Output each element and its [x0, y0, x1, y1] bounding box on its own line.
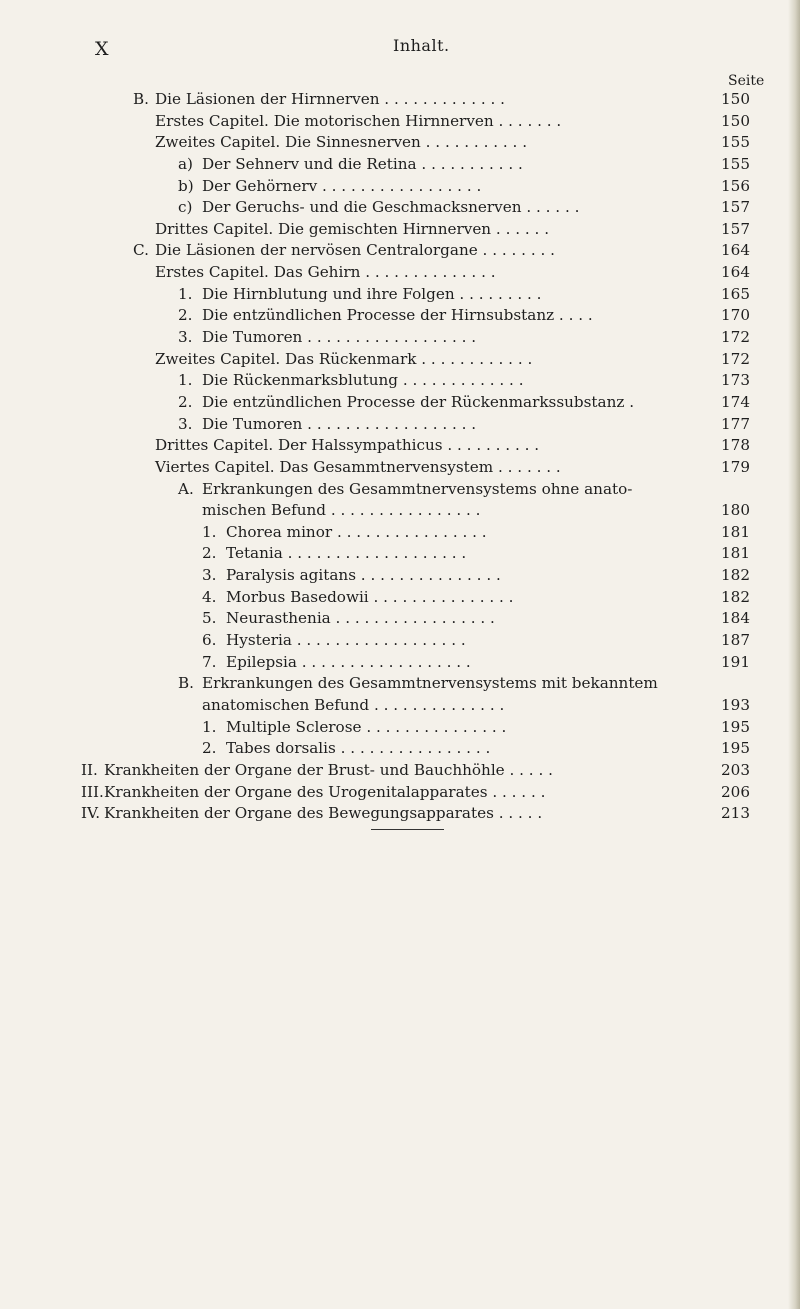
- toc-entry: [0, 262, 800, 284]
- toc-entry: [0, 284, 800, 306]
- toc-entry-number: II.: [81, 760, 98, 779]
- toc-entry-page: 181: [721, 522, 750, 541]
- toc-entry-number: 1.: [202, 522, 217, 541]
- toc-leader-dots: . . . . . .: [487, 782, 546, 801]
- toc-entry: [0, 349, 800, 371]
- toc-leader-dots: . . . . . . . . . . . . . . . . . .: [296, 652, 471, 671]
- toc-entry: [0, 219, 800, 241]
- toc-entry: [0, 457, 800, 479]
- page-number: X: [95, 38, 109, 60]
- toc-entry-title: Erkrankungen des Gesammtnervensystems mit bekanntem: [202, 674, 658, 693]
- toc-entry-title: Zweites Capitel. Die Sinnesnerven: [155, 133, 421, 152]
- toc-entry-number: 3.: [202, 566, 217, 585]
- toc-leader-dots: . . . . . . . . .: [454, 284, 542, 303]
- toc-entry-title: Epilepsia: [226, 652, 297, 671]
- toc-entry-page: 155: [721, 154, 750, 173]
- toc-leader-dots: . . . . . . . . . . . . . . . . . . .: [282, 544, 467, 563]
- toc-entry-title: Die Rückenmarksblutung: [202, 371, 399, 390]
- toc-entry-page: 191: [721, 652, 750, 671]
- toc-leader-dots: . . . . .: [493, 804, 543, 823]
- toc-entry-page: 193: [721, 695, 750, 714]
- toc-entry-title: Der Gehörnerv: [202, 176, 318, 195]
- toc-entry: [0, 305, 800, 327]
- toc-entry: [0, 435, 800, 457]
- toc-entry-title: Die Läsionen der nervösen Centralorgane: [155, 241, 478, 260]
- toc-entry-page: 172: [721, 328, 750, 347]
- toc-leader-dots: . . . . . . . . . . . . . . .: [368, 587, 514, 606]
- toc-entry: [0, 414, 800, 436]
- toc-entry-title: Drittes Capitel. Die gemischten Hirnnerven: [155, 219, 492, 238]
- toc-entry-page: 195: [721, 717, 750, 736]
- toc-entry: [0, 500, 800, 522]
- toc-entry-title: Neurasthenia: [226, 609, 331, 628]
- toc-entry-title: Krankheiten der Organe des Urogenitalapparates: [104, 782, 488, 801]
- toc-entry-page: 181: [721, 544, 750, 563]
- toc-entry: [0, 89, 800, 111]
- toc-entry-number: 2.: [178, 392, 193, 411]
- toc-entry-page: 174: [721, 392, 750, 411]
- toc-entry-title: Krankheiten der Organe der Brust- und Bauchhöhle: [104, 760, 505, 779]
- toc-entry: [0, 154, 800, 176]
- toc-entry-page: 150: [721, 90, 750, 108]
- toc-entry-number: B.: [178, 674, 194, 693]
- toc-entry: [0, 197, 800, 219]
- toc-entry-page: 173: [721, 371, 750, 390]
- toc-entry: [0, 565, 800, 587]
- toc-entry-title: Multiple Sclerose: [226, 717, 362, 736]
- toc-entry-page: 213: [721, 804, 750, 823]
- toc-entry-page: 177: [721, 414, 750, 433]
- toc-leader-dots: . . . . . . . . . . . . . .: [360, 263, 496, 282]
- toc-leader-dots: . . . . . . . . . . . . . .: [369, 695, 505, 714]
- toc-entry: [0, 132, 800, 154]
- toc-entry: [0, 543, 800, 565]
- toc-entry: [0, 111, 800, 133]
- toc-entry-title: Morbus Basedowii: [226, 587, 369, 606]
- toc-entry-page: 170: [721, 306, 750, 325]
- toc-leader-dots: . . . . . . . . . . .: [416, 154, 523, 173]
- toc-entry-title: Erstes Capitel. Das Gehirn: [155, 263, 361, 282]
- toc-entry: [0, 327, 800, 349]
- toc-leader-dots: . . . . . . .: [493, 111, 562, 130]
- toc-entry-page: 179: [721, 457, 750, 476]
- toc-entry-page: 206: [721, 782, 750, 801]
- toc-entry: [0, 695, 800, 717]
- toc-entry: [0, 587, 800, 609]
- toc-entry-number: A.: [178, 479, 194, 498]
- toc-entry-page: 172: [721, 349, 750, 368]
- toc-entry: [0, 717, 800, 739]
- table-of-contents: [0, 89, 800, 825]
- toc-entry-page: 182: [721, 566, 750, 585]
- toc-entry-number: 6.: [202, 631, 217, 650]
- toc-leader-dots: . . . . . . . . . . . . . . . . . .: [291, 631, 466, 650]
- toc-entry-page: 156: [721, 176, 750, 195]
- toc-entry-number: a): [178, 154, 193, 173]
- toc-entry-number: 3.: [178, 414, 193, 433]
- toc-entry-title: Die entzündlichen Processe der Rückenmarkssubstanz: [202, 392, 625, 411]
- toc-entry-title: Viertes Capitel. Das Gesammtnervensystem: [155, 457, 494, 476]
- toc-entry-title: Zweites Capitel. Das Rückenmark: [155, 349, 417, 368]
- toc-leader-dots: . . . . . . . . . . . . . . . .: [332, 522, 487, 541]
- toc-entry-title: Paralysis agitans: [226, 566, 356, 585]
- toc-entry-title: Tetania: [226, 544, 283, 563]
- toc-leader-dots: . . . . .: [504, 760, 553, 779]
- toc-leader-dots: . . . . . . . . . . . . .: [379, 90, 506, 108]
- toc-entry-number: C.: [133, 241, 149, 260]
- toc-entry-title: Drittes Capitel. Der Halssympathicus: [155, 436, 443, 455]
- toc-leader-dots: . . . . . . . .: [477, 241, 555, 260]
- toc-entry-number: 1.: [178, 371, 193, 390]
- toc-leader-dots: . . . . . . . . . . . . .: [398, 371, 524, 390]
- toc-entry-title: Die Läsionen der Hirnnerven: [155, 90, 380, 108]
- toc-entry-title: Krankheiten der Organe des Bewegungsapparates: [104, 804, 494, 823]
- toc-entry: [0, 608, 800, 630]
- running-title: Inhalt.: [393, 36, 450, 55]
- toc-leader-dots: . . . . . . . . . .: [442, 436, 540, 455]
- page-column-label: Seite: [728, 73, 765, 89]
- toc-entry-title: Die Tumoren: [202, 328, 303, 347]
- toc-entry-title: Die entzündlichen Processe der Hirnsubstanz: [202, 306, 555, 325]
- toc-entry-page: 195: [721, 739, 750, 758]
- toc-entry-number: b): [178, 176, 194, 195]
- toc-entry-title: Der Sehnerv und die Retina: [202, 154, 417, 173]
- toc-leader-dots: . . . . . . .: [493, 457, 561, 476]
- toc-entry-page: 184: [721, 609, 750, 628]
- toc-entry-page: 164: [721, 263, 750, 282]
- toc-entry-title: Die Tumoren: [202, 414, 303, 433]
- toc-entry: [0, 738, 800, 760]
- toc-entry: [0, 392, 800, 414]
- toc-entry-title: Erstes Capitel. Die motorischen Hirnnerven: [155, 111, 494, 130]
- toc-leader-dots: . . . .: [554, 306, 593, 325]
- toc-entry-title: Erkrankungen des Gesammtnervensystems ohne anato-: [202, 479, 633, 498]
- toc-entry-number: 7.: [202, 652, 217, 671]
- toc-leader-dots: . . . . . . . . . . . . . . . . .: [317, 176, 482, 195]
- toc-leader-dots: . . . . . . . . . . .: [420, 133, 528, 152]
- toc-entry-title: Hysteria: [226, 631, 292, 650]
- toc-entry: [0, 673, 800, 695]
- toc-entry-page: 203: [721, 760, 750, 779]
- toc-entry-number: 1.: [202, 717, 217, 736]
- toc-entry-number: 4.: [202, 587, 217, 606]
- toc-entry-number: 2.: [202, 544, 217, 563]
- toc-entry: [0, 782, 800, 804]
- toc-entry-page: 155: [721, 133, 750, 152]
- toc-entry-title: Tabes dorsalis: [226, 739, 336, 758]
- toc-entry: [0, 803, 800, 825]
- toc-entry-number: 2.: [202, 739, 217, 758]
- toc-leader-dots: . . . . . . . . . . . . . . . . . .: [302, 414, 477, 433]
- toc-entry-number: c): [178, 198, 193, 217]
- end-rule: [371, 829, 444, 830]
- toc-entry-page: 182: [721, 587, 750, 606]
- toc-entry: [0, 479, 800, 501]
- toc-leader-dots: . . . . . . . . . . . .: [416, 349, 533, 368]
- toc-entry: [0, 370, 800, 392]
- toc-entry-title: Chorea minor: [226, 522, 333, 541]
- toc-leader-dots: . . . . . . . . . . . . . . .: [355, 566, 501, 585]
- toc-leader-dots: . . . . . . . . . . . . . . .: [361, 717, 507, 736]
- toc-leader-dots: . . . . . .: [491, 219, 550, 238]
- toc-entry-number: 3.: [178, 328, 193, 347]
- toc-entry-number: 2.: [178, 306, 193, 325]
- toc-entry-title: mischen Befund: [202, 501, 326, 520]
- toc-entry-title: Der Geruchs- und die Geschmacksnerven: [202, 198, 522, 217]
- toc-entry: [0, 176, 800, 198]
- toc-entry-page: 187: [721, 631, 750, 650]
- toc-entry-number: III.: [81, 782, 104, 801]
- toc-entry-page: 157: [721, 219, 750, 238]
- toc-leader-dots: . . . . . . . . . . . . . . . .: [326, 501, 481, 520]
- toc-entry: [0, 522, 800, 544]
- toc-entry-page: 165: [721, 284, 750, 303]
- toc-entry: [0, 652, 800, 674]
- toc-entry-page: 178: [721, 436, 750, 455]
- toc-leader-dots: . . . . . . . . . . . . . . . .: [335, 739, 491, 758]
- toc-entry: [0, 630, 800, 652]
- toc-entry-number: 1.: [178, 284, 193, 303]
- toc-entry-number: 5.: [202, 609, 217, 628]
- toc-entry: [0, 240, 800, 262]
- toc-entry-page: 157: [721, 198, 750, 217]
- toc-entry-title: Die Hirnblutung und ihre Folgen: [202, 284, 455, 303]
- toc-entry: [0, 760, 800, 782]
- toc-entry-number: B.: [133, 90, 149, 108]
- toc-leader-dots: .: [624, 392, 635, 411]
- toc-entry-title: anatomischen Befund: [202, 695, 370, 714]
- toc-leader-dots: . . . . . . . . . . . . . . . . .: [330, 609, 495, 628]
- toc-entry-page: 164: [721, 241, 750, 260]
- toc-entry-page: 180: [721, 501, 750, 520]
- toc-entry-page: 150: [721, 111, 750, 130]
- toc-entry-number: IV.: [81, 804, 101, 823]
- toc-leader-dots: . . . . . . . . . . . . . . . . . .: [302, 328, 477, 347]
- toc-leader-dots: . . . . . .: [521, 198, 580, 217]
